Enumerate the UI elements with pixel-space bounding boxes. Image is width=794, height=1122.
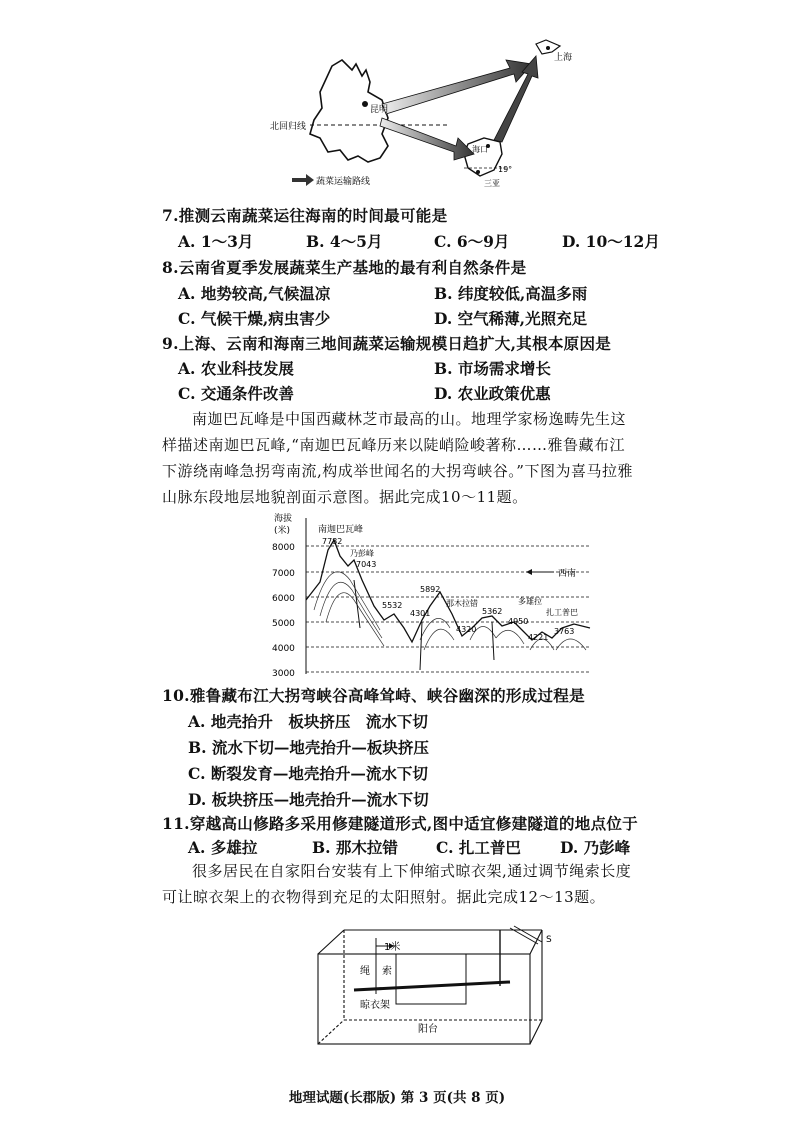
q11-option-b[interactable]: B. 那木拉错	[312, 838, 398, 857]
q9-option-b[interactable]: B. 市场需求增长	[434, 359, 551, 378]
rope-label-2: 索	[382, 966, 392, 977]
page-footer: 地理试题(长郡版) 第 3 页(共 8 页)	[288, 1090, 506, 1106]
peak-elev-5362: 5362	[482, 607, 503, 616]
axis-title: 海拔	[274, 514, 293, 524]
haikou-label: 海口	[472, 145, 488, 154]
passage-nanga-barwa: 南迦巴瓦峰是中国西藏林芝市最高的山。地理学家杨逸畴先生这样描述南迦巴瓦峰,“南迦巴瓦峰历来以陡峭险峻著称……雅鲁藏布江下游绕南峰急拐弯南流,构成举世闻名的大拐弯峡谷。”下图为喜马拉雅山脉东段地层地貌剖面示意图。据此完成10～11题。	[162, 410, 633, 506]
peak-elev-4320: 4320	[456, 625, 477, 634]
y-tick-8000: 8000	[272, 543, 295, 553]
q11-option-c[interactable]: C. 扎工普巴	[436, 838, 521, 857]
balcony-figure	[310, 924, 560, 1048]
peak-elev-4221: 4221	[528, 633, 549, 642]
question-7: 7.推测云南蔬菜运往海南的时间最可能是	[162, 206, 448, 225]
vegetable-route-map	[270, 30, 600, 200]
balcony-label: 阳台	[418, 1024, 438, 1035]
y-tick-3000: 3000	[272, 669, 295, 679]
tropic-label: 北回归线	[270, 122, 307, 132]
y-tick-7000: 7000	[272, 569, 295, 579]
window-frame	[396, 954, 466, 1004]
q8-option-a[interactable]: A. 地势较高,气候温凉	[178, 284, 331, 303]
q7-option-a[interactable]: A. 1～3月	[178, 232, 254, 251]
rack-label: 晾衣架	[360, 1000, 390, 1011]
question-9: 9.上海、云南和海南三地间蔬菜运输规模日趋扩大,其根本原因是	[162, 334, 612, 353]
himalaya-profile-figure	[270, 510, 600, 682]
peak-elev-4950: 4950	[508, 617, 529, 626]
q11-option-a[interactable]: A. 多雄拉	[188, 838, 258, 857]
arrow-yunnan-hainan	[380, 118, 474, 160]
q10-option-b[interactable]: B. 流水下切—地壳抬升—板块挤压	[188, 738, 429, 757]
question-10: 10.雅鲁藏布江大拐弯峡谷高峰耸峙、峡谷幽深的形成过程是	[162, 686, 585, 705]
peak-name-duoxiongla: 多雄拉	[518, 597, 542, 606]
q11-option-d[interactable]: D. 乃彭峰	[560, 838, 631, 857]
peak-name-nanga-barwa: 南迦巴瓦峰	[318, 525, 364, 535]
q9-option-c[interactable]: C. 交通条件改善	[178, 384, 294, 403]
legend-label: 蔬菜运输路线	[316, 177, 371, 187]
q8-option-d[interactable]: D. 空气稀薄,光照充足	[434, 309, 588, 328]
direction-arrowhead	[526, 569, 532, 575]
sanya-label: 三亚	[484, 179, 500, 188]
meter-label: 1米	[384, 942, 401, 953]
peak-name-namulacuo: 那木拉错	[446, 599, 478, 608]
peak-elev-3763: 3763	[554, 627, 575, 636]
sun-ray-2	[514, 926, 542, 942]
peak-name-zhagongpuba: 扎工普巴	[546, 608, 578, 617]
peak-name-naipeng: 乃彭峰	[350, 549, 374, 558]
q9-option-d[interactable]: D. 农业政策优惠	[434, 384, 551, 403]
sanya-dot	[476, 170, 480, 174]
y-tick-5000: 5000	[272, 619, 295, 629]
peak-elev-5892: 5892	[420, 585, 441, 594]
q8-option-b[interactable]: B. 纬度较低,高温多雨	[434, 284, 588, 303]
hainan-outline	[464, 138, 502, 176]
y-tick-6000: 6000	[272, 594, 295, 604]
q7-option-b[interactable]: B. 4～5月	[306, 232, 383, 251]
q10-option-c[interactable]: C. 断裂发育—地壳抬升—流水下切	[188, 764, 428, 783]
peak-elev-7782: 7782	[322, 537, 343, 546]
direction-label: 西南	[558, 569, 577, 579]
drying-rack-bar	[354, 982, 510, 990]
kunming-label: 昆明	[370, 105, 389, 115]
q10-option-d[interactable]: D. 板块挤压—地壳抬升—流水下切	[188, 790, 429, 809]
q9-option-a[interactable]: A. 农业科技发展	[178, 359, 294, 378]
question-8: 8.云南省夏季发展蔬菜生产基地的最有利自然条件是	[162, 258, 527, 277]
terrain-profile	[306, 540, 590, 642]
passage-balcony: 很多居民在自家阳台安装有上下伸缩式晾衣架,通过调节绳索长度可让晾衣架上的衣物得到充足的太阳照射。据此完成12～13题。	[162, 862, 632, 906]
q7-option-c[interactable]: C. 6～9月	[434, 232, 510, 251]
arrow-yunnan-shanghai	[382, 60, 532, 114]
shanghai-label: 上海	[554, 53, 573, 63]
shanghai-dot	[546, 46, 550, 50]
peak-elev-5532: 5532	[382, 601, 403, 610]
sun-label: S	[546, 935, 552, 945]
q10-option-a[interactable]: A. 地壳抬升 板块挤压 流水下切	[188, 712, 428, 731]
question-11: 11.穿越高山修路多采用修建隧道形式,图中适宜修建隧道的地点位于	[162, 814, 638, 833]
q8-option-c[interactable]: C. 气候干燥,病虫害少	[178, 309, 331, 328]
axis-unit: (米)	[274, 526, 291, 536]
peak-elev-4301: 4301	[410, 609, 431, 618]
legend-arrow	[292, 174, 314, 186]
rope-label-1: 绳	[360, 966, 370, 977]
kunming-dot	[362, 101, 368, 107]
q7-option-d[interactable]: D. 10～12月	[562, 232, 660, 251]
lat19-label: 19°	[498, 165, 513, 174]
peak-elev-7043: 7043	[356, 560, 377, 569]
y-tick-4000: 4000	[272, 644, 295, 654]
